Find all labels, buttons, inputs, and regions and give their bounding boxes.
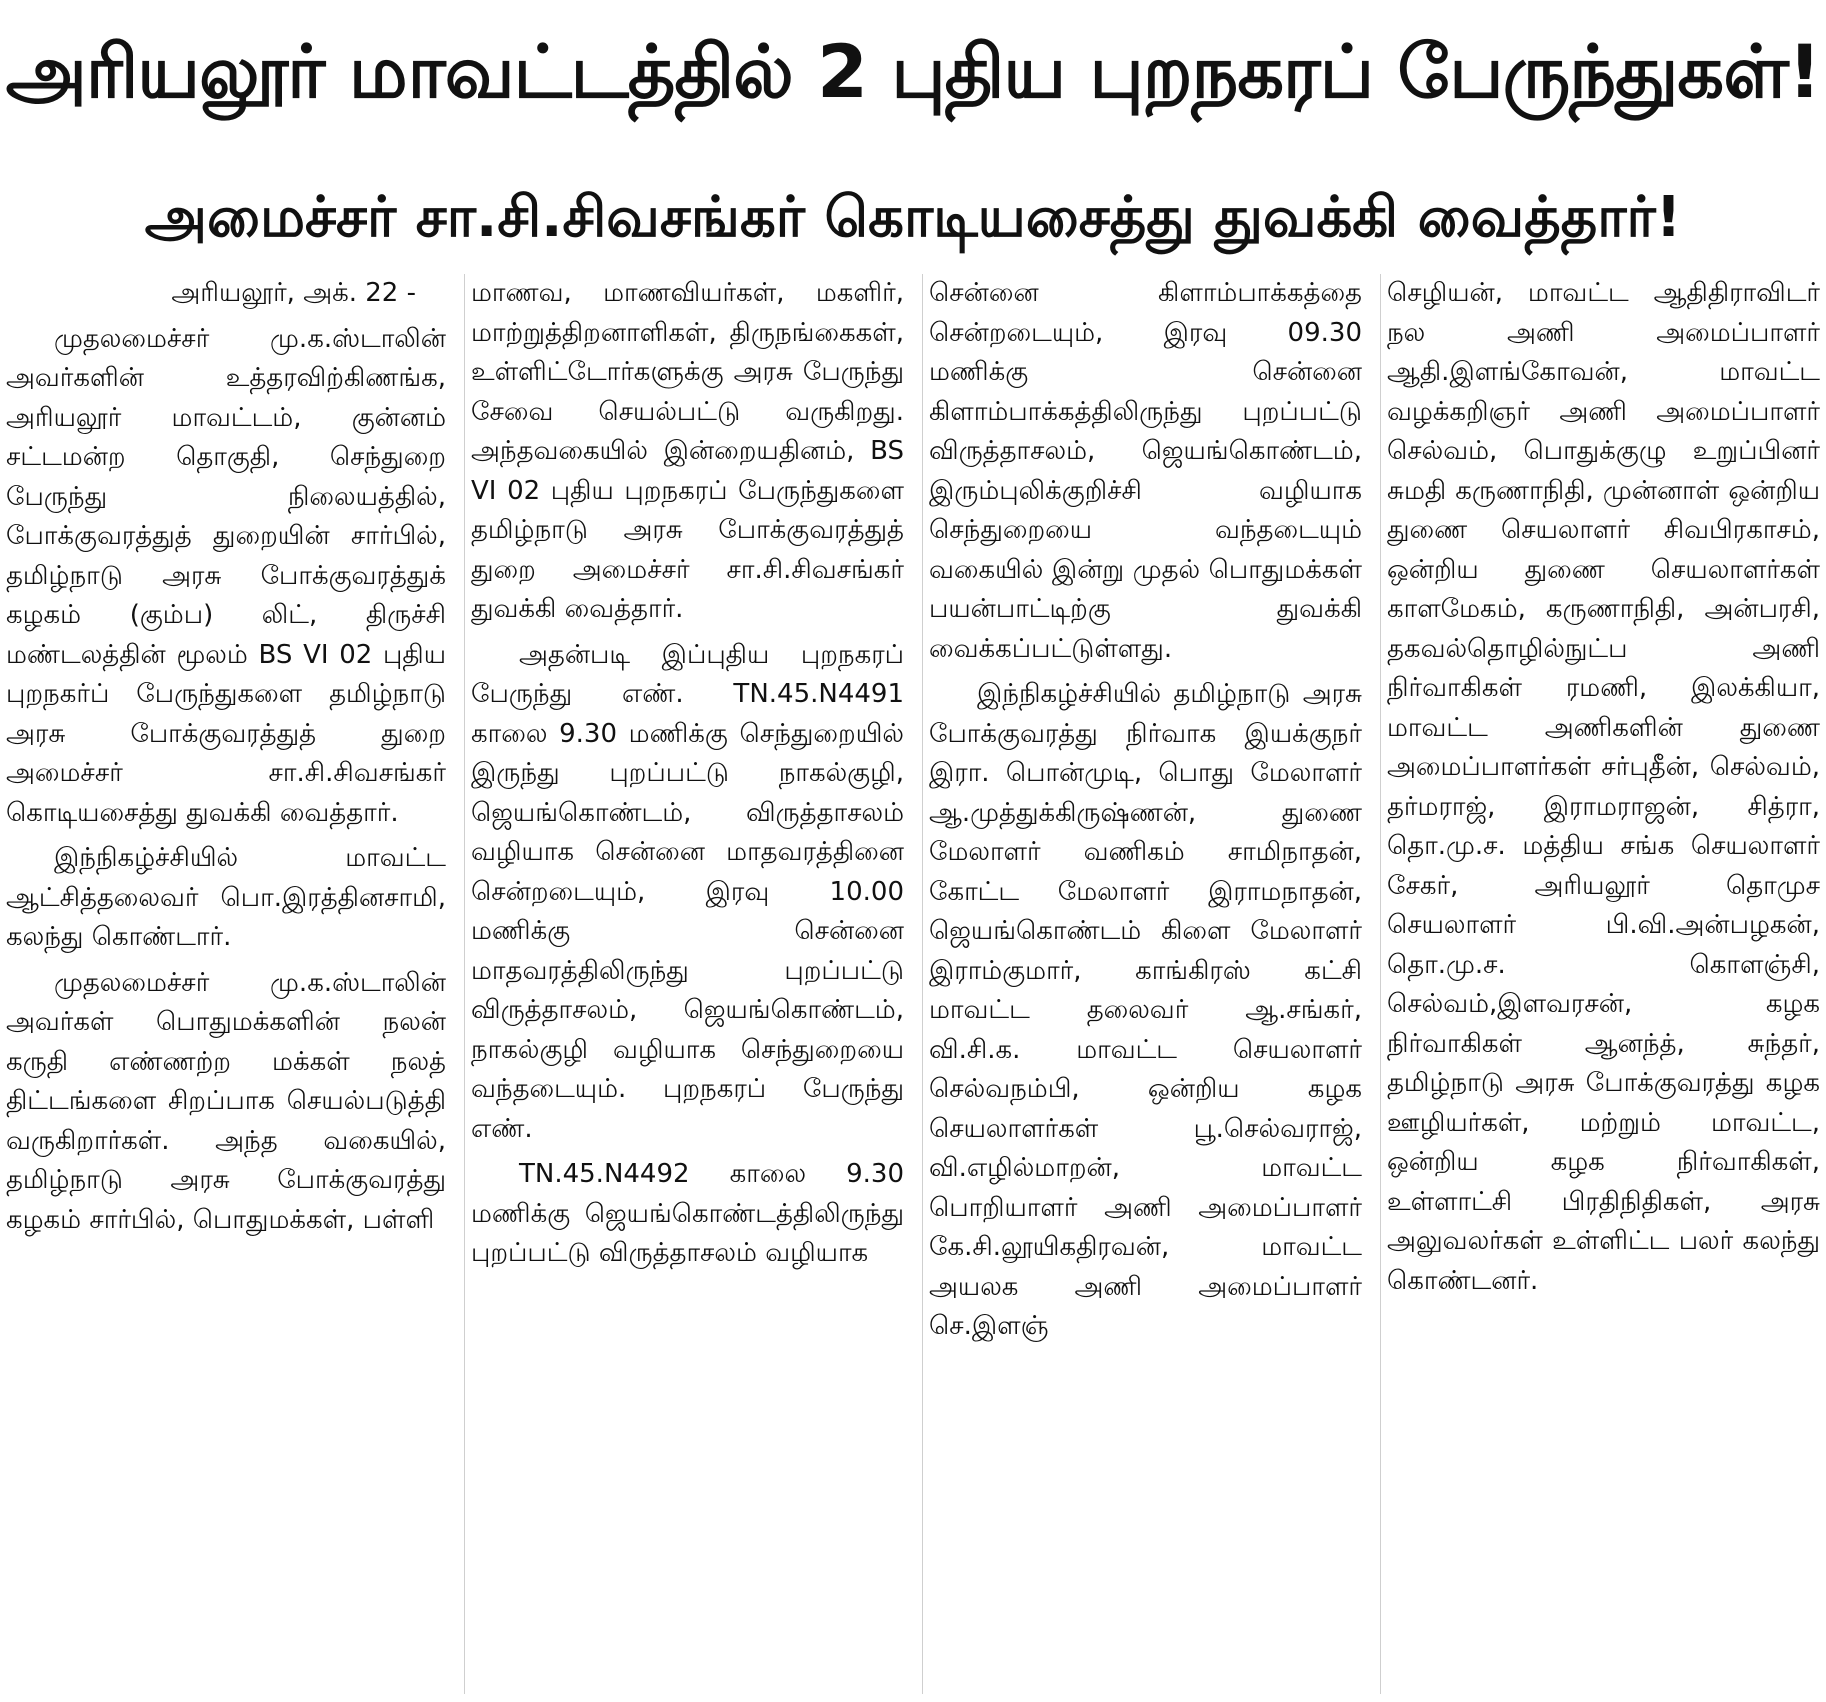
article-paragraph: இந்நிகழ்ச்சியில் மாவட்ட ஆட்சித்தலைவர் பொ.இரத்தினசாமி, கலந்து கொண்டார்.: [6, 843, 446, 952]
article-column-3: [922, 274, 1362, 1694]
article-column-4: [1380, 274, 1820, 1694]
subheadline: அமைச்சர் சா.சி.சிவசங்கர் கொடியசைத்து துவக்கி வைத்தார்!: [144, 185, 1682, 250]
article-column-1: [6, 274, 446, 1694]
article-paragraph: அதன்படி இப்புதிய புறநகரப் பேருந்து எண். TN.45.N4491 காலை 9.30 மணிக்கு செந்துறையில் இருந்து புறப்பட்டு நாகல்குழி, ஜெயங்கொண்டம், விருத்தாசலம் வழியாக சென்னை மாதவரத்தினை சென்றடையும், இரவு 10.00 மணிக்கு சென்னை மாதவரத்திலிருந்து புறப்பட்டு விருத்தாசலம், ஜெயங்கொண்டம், நாகல்குழி வழியாக செந்துறையை வந்தடையும். புறநகரப் பேருந்து எண்.: [471, 639, 904, 1144]
article-paragraph: முதலமைச்சர் மு.க.ஸ்டாலின் அவர்களின் உத்தரவிற்கிணங்க, அரியலூர் மாவட்டம், குன்னம் சட்டமன்ற தொகுதி, செந்துறை பேருந்து நிலையத்தில், போக்குவரத்துத் துறையின் சார்பில், தமிழ்நாடு அரசு போக்குவரத்துக் கழகம் (கும்ப) லிட், திருச்சி மண்டலத்தின் மூலம் BS VI 02 புதிய புறநகர்ப் பேருந்துகளை தமிழ்நாடு அரசு போக்குவரத்துத் துறை அமைச்சர் சா.சி.சிவசங்கர் கொடியசைத்து துவக்கி வைத்தார்.: [6, 323, 446, 828]
article-paragraph: இந்நிகழ்ச்சியில் தமிழ்நாடு அரசு போக்குவரத்து நிர்வாக இயக்குநர் இரா. பொன்முடி, பொது மேலாளர் ஆ.முத்துக்கிருஷ்ணன், துணை மேலாளர் வணிகம் சாமிநாதன், கோட்ட மேலாளர் இராமநாதன், ஜெயங்கொண்டம் கிளை மேலாளர் இராம்குமார், காங்கிரஸ் கட்சி மாவட்ட தலைவர் ஆ.சங்கர், வி.சி.க. மாவட்ட செயலாளர் செல்வநம்பி, ஒன்றிய கழக செயலாளர்கள் பூ.செல்வராஜ், வி.எழில்மாறன், மாவட்ட பொறியாளர் அணி அமைப்பாளர் கே.சி.லூயிகதிரவன், மாவட்ட அயலக அணி அமைப்பாளர் செ.இளஞ்: [929, 679, 1362, 1341]
headline: அரியலூர் மாவட்டத்தில் 2 புதிய புறநகரப் பேருந்துகள்!: [5, 30, 1821, 115]
article-paragraph: சென்னை கிளாம்பாக்கத்தை சென்றடையும், இரவு 09.30 மணிக்கு சென்னை கிளாம்பாக்கத்திலிருந்து புறப்பட்டு விருத்தாசலம், ஜெயங்கொண்டம், இரும்புலிக்குறிச்சி வழியாக செந்துறையை வந்தடையும் வகையில் இன்று முதல் பொதுமக்கள் பயன்பாட்டிற்கு துவக்கி வைக்கப்பட்டுள்ளது.: [929, 278, 1362, 664]
article-paragraph: செழியன், மாவட்ட ஆதிதிராவிடர் நல அணி அமைப்பாளர் ஆதி.இளங்கோவன், மாவட்ட வழக்கறிஞர் அணி அமைப்பாளர் செல்வம், பொதுக்குழு உறுப்பினர் சுமதி கருணாநிதி, முன்னாள் ஒன்றிய துணை செயலாளர் சிவபிரகாசம், ஒன்றிய துணை செயலாளர்கள் காளமேகம், கருணாநிதி, அன்பரசி, தகவல்தொழில்நுட்ப அணி நிர்வாகிகள் ரமணி, இலக்கியா, மாவட்ட அணிகளின் துணை அமைப்பாளர்கள் சர்புதீன், செல்வம், தர்மராஜ், இராமராஜன், சித்ரா, தொ.மு.ச. மத்திய சங்க செயலாளர் சேகர், அரியலூர் தொமுச செயலாளர் பி.வி.அன்பழகன், தொ.மு.ச. கொளஞ்சி, செல்வம்,இளவரசன், கழக நிர்வாகிகள் ஆனந்த், சுந்தர், தமிழ்நாடு அரசு போக்குவரத்து கழக ஊழியர்கள், மற்றும் மாவட்ட, ஒன்றிய கழக நிர்வாகிகள், உள்ளாட்சி பிரதிநிதிகள், அரசு அலுவலர்கள் உள்ளிட்ட பலர் கலந்து கொண்டனர்.: [1387, 278, 1820, 1296]
article-column-2: [464, 274, 904, 1694]
article-body: [6, 274, 1820, 1694]
article-paragraph: மாணவ, மாணவியர்கள், மகளிர், மாற்றுத்திறனாளிகள், திருநங்கைகள், உள்ளிட்டோர்களுக்கு அரசு பேருந்து சேவை செயல்பட்டு வருகிறது. அந்தவகையில் இன்றையதினம், BS VI 02 புதிய புறநகரப் பேருந்துகளை தமிழ்நாடு அரசு போக்குவரத்துத் துறை அமைச்சர் சா.சி.சிவசங்கர் துவக்கி வைத்தார்.: [471, 278, 904, 624]
article-paragraph: முதலமைச்சர் மு.க.ஸ்டாலின் அவர்கள் பொதுமக்களின் நலன் கருதி எண்ணற்ற மக்கள் நலத் திட்டங்களை சிறப்பாக செயல்படுத்தி வருகிறார்கள். அந்த வகையில், தமிழ்நாடு அரசு போக்குவரத்து கழகம் சார்பில், பொதுமக்கள், பள்ளி: [6, 967, 446, 1235]
article-paragraph: TN.45.N4492 காலை 9.30 மணிக்கு ஜெயங்கொண்டத்திலிருந்து புறப்பட்டு விருத்தாசலம் வழியாக: [471, 1159, 904, 1268]
dateline: அரியலூர், அக். 22 -: [171, 278, 416, 308]
